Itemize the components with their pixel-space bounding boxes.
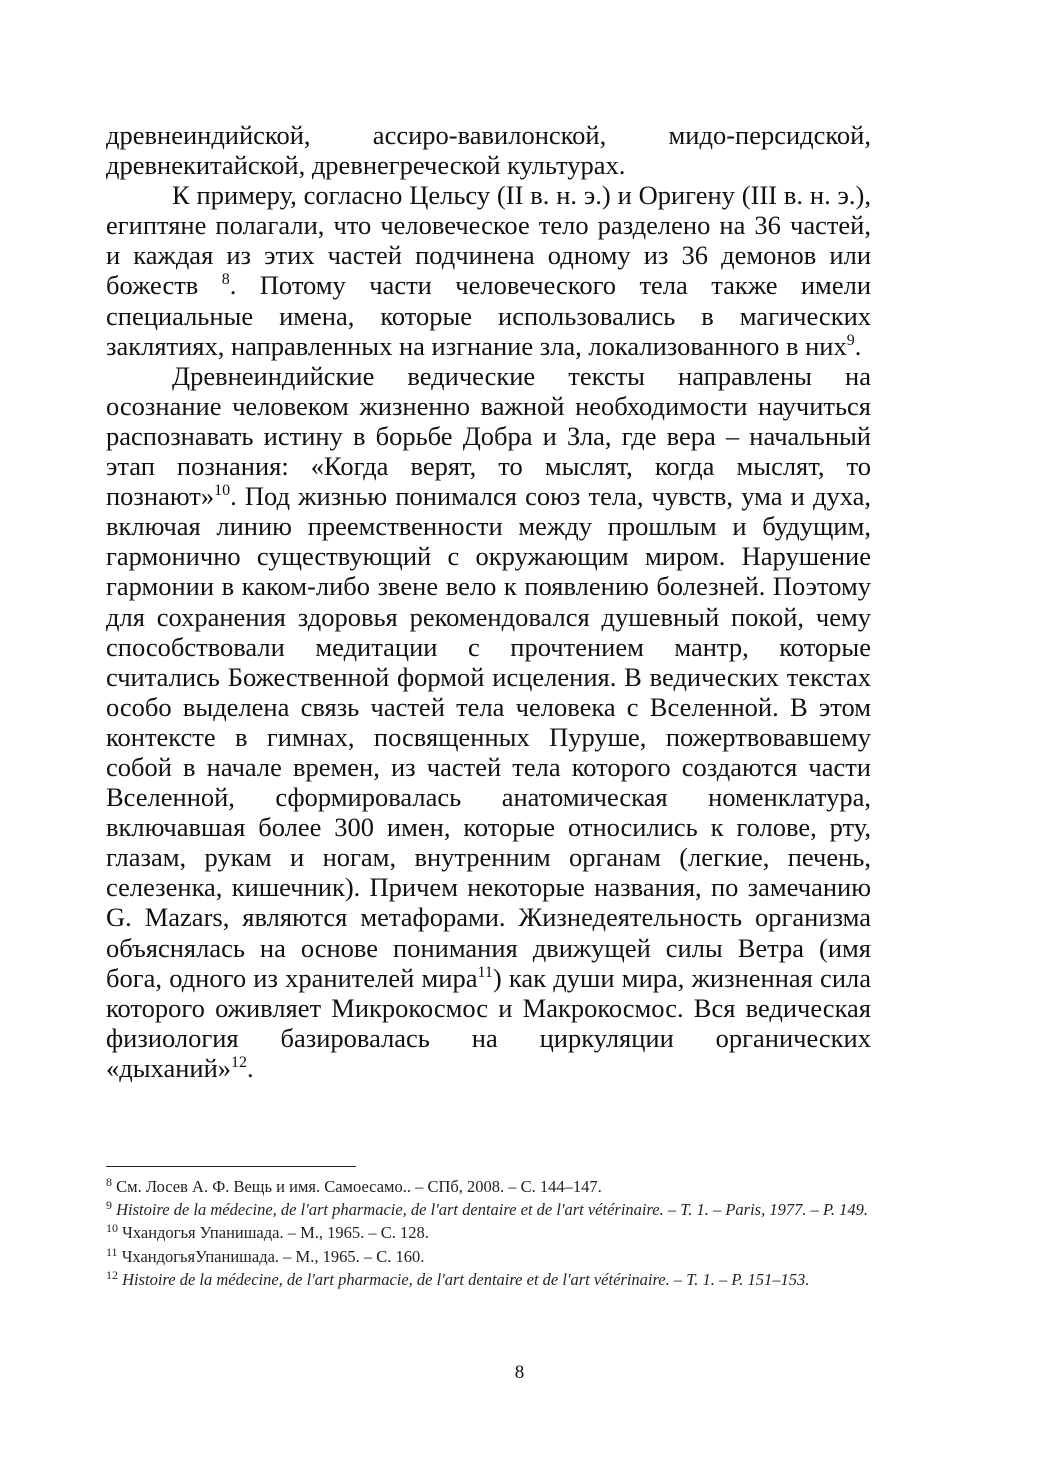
footnote-text: ЧхандогьяУпанишада. – М., 1965. – С. 160. bbox=[121, 1246, 425, 1266]
footnote bbox=[106, 1268, 871, 1291]
footnote-ref[interactable]: 10 bbox=[214, 482, 231, 500]
paragraph-text: Древнеиндийские ведические тексты направлены на осознание человеком жизненно важной необходимости научиться распознавать истину в борьбе Добра и Зла, где вера – начальный этап познания: «Когда верят, то мыслят, когда мыслят, то познают» bbox=[106, 360, 871, 512]
paragraph-text: . bbox=[854, 330, 862, 361]
paragraph-text: ) как души мира, жизненная сила которого оживляет Микрокосмос и Макрокосмос. Вся ведическая физиология базировалась на циркуляции органических «дыханий» bbox=[106, 962, 871, 1083]
footnote bbox=[106, 1175, 871, 1198]
main-text bbox=[106, 120, 871, 1083]
footnote-ref[interactable]: 8 bbox=[221, 271, 230, 289]
page-number: 8 bbox=[514, 1362, 525, 1383]
footnote-ref[interactable]: 12 bbox=[231, 1053, 247, 1071]
footnote-number: 8 bbox=[106, 1175, 112, 1189]
paragraph-3 bbox=[106, 361, 871, 1083]
paragraph-2 bbox=[106, 180, 871, 361]
footnote-text: Чхандогья Упанишада. – М., 1965. – С. 128. bbox=[122, 1223, 429, 1243]
footnote-ref[interactable]: 9 bbox=[846, 331, 855, 349]
footnote bbox=[106, 1221, 871, 1244]
footnote-separator bbox=[106, 1166, 356, 1167]
footnotes bbox=[106, 1175, 871, 1291]
footnote-text: Histoire de la médecine, de l'art pharmacie, de l'art dentaire et de l'art vétérinaire. – T. 1. – Paris, 1977. – P. 149. bbox=[116, 1200, 869, 1220]
footnote-text: Histoire de la médecine, de l'art pharmacie, de l'art dentaire et de l'art vétérinaire. – T. 1. – P. 151–153. bbox=[122, 1269, 810, 1289]
footnote-number: 9 bbox=[106, 1198, 112, 1213]
footnote-text: См. Лосев А. Ф. Вещь и имя. Самоесамо.. – СПб, 2008. – С. 144–147. bbox=[116, 1177, 602, 1196]
footnote bbox=[106, 1198, 871, 1221]
paragraph-1 bbox=[106, 120, 871, 180]
footnote-ref[interactable]: 11 bbox=[477, 963, 493, 981]
paragraph-text: К примеру, согласно Цельсу (II в. н. э.) и Оригену (III в. н. э.), египтяне полагали, что человеческое тело разделено на 36 частей, и каждая из этих частей подчинена одному из 36 демонов или божеств bbox=[106, 180, 871, 301]
footnote-number: 12 bbox=[106, 1267, 118, 1282]
footnote-number: 11 bbox=[106, 1244, 118, 1259]
paragraph-text: . Под жизнью понимался союз тела, чувств, ума и духа, включая линию преемственности между прошлым и будущим, гармонично существующий с окружающим миром. Нарушение гармонии в каком-либо звене вело к появлению болезней. Поэтому для сохранения здоровья рекомендовался душевный покой, чему способствовали медитации с прочтением мантр, которые считались Божественной формой исцеления. В ведических текстах особо выделена связь частей тела человека с Вселенной. В этом контексте в гимнах, посвященных Пуруше, пожертвовавшему собой в начале времен, из частей тела которого создаются части Вселенной, сформировалась анатомическая номенклатура, включавшая более 300 имен, которые относились к голове, рту, глазам, рукам и ногам, внутренним органам (легкие, печень, селезенка, кишечник). Причем некоторые названия, по замечанию G. Mazars, являются метафорами. Жизнедеятельность организма объяснялась на основе понимания движущей силы Ветра (имя бога, одного из хранителей мира bbox=[106, 481, 871, 993]
paragraph-text: . bbox=[247, 1052, 254, 1083]
footnote bbox=[106, 1245, 871, 1268]
paragraph-text: древнеиндийской, ассиро-вавилонской, мидо-персидской, древнекитайской, древнегреческой культурах. bbox=[106, 120, 871, 181]
footnote-number: 10 bbox=[106, 1221, 118, 1236]
paragraph-text: . Потому части человеческого тела также имели специальные имена, которые использовались в магических заклятиях, направленных на изгнание зла, локализованного в них bbox=[106, 270, 871, 361]
